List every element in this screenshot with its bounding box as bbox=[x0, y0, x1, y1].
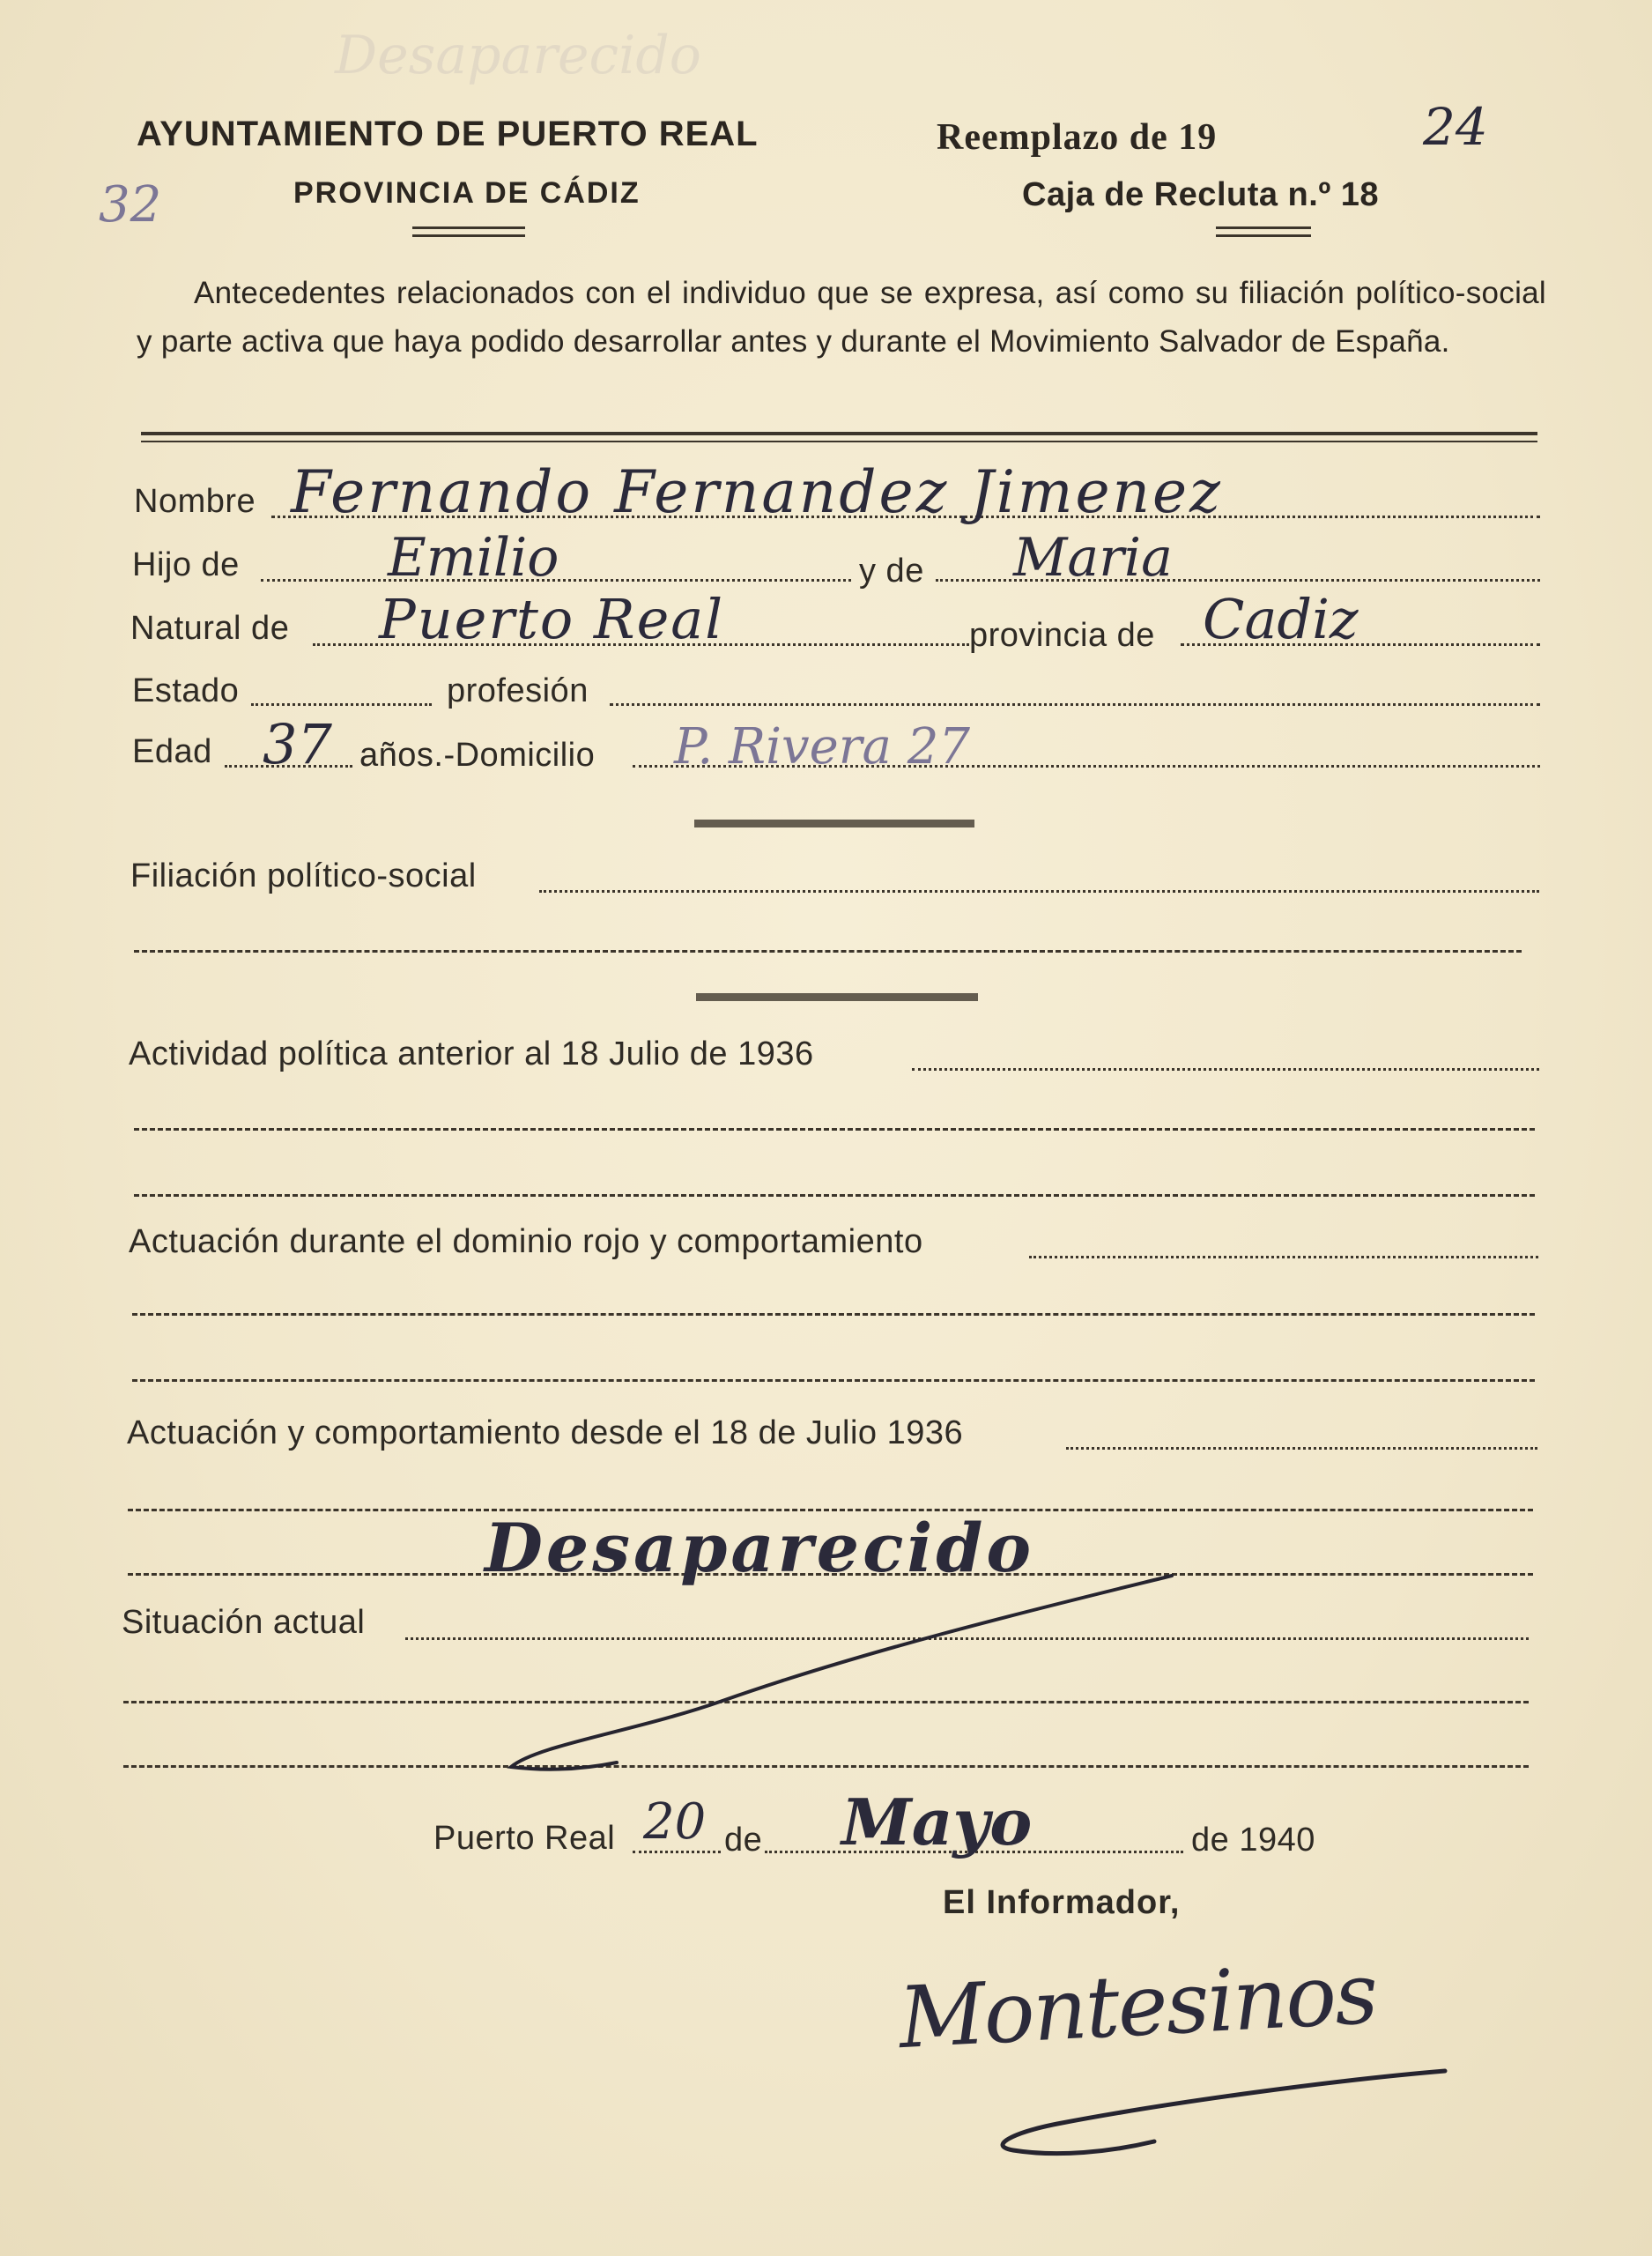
signature-flourish bbox=[952, 2053, 1480, 2177]
edad-label: Edad bbox=[132, 733, 212, 770]
header-rule-bottom bbox=[412, 234, 525, 237]
filiacion-line-1 bbox=[539, 890, 1539, 893]
caja-rule-bottom bbox=[1216, 234, 1311, 237]
mes-value: Mayo bbox=[841, 1785, 1033, 1859]
actuacion-rojo-line-1 bbox=[1029, 1256, 1538, 1258]
reemplazo-label: Reemplazo de 19 bbox=[937, 117, 1218, 158]
hijo-label: Hijo de bbox=[132, 546, 240, 583]
actividad-line-2 bbox=[134, 1128, 1535, 1131]
yde-label: y de bbox=[859, 553, 924, 590]
de-year-label: de 1940 bbox=[1191, 1822, 1315, 1859]
actividad-line-3 bbox=[134, 1194, 1535, 1197]
intro-paragraph: Antecedentes relacionados con el individuo que se expresa, así como su filiación político-social y parte activa que haya podido desarrollar antes y durante el Movimiento Salvador de España. bbox=[137, 276, 1546, 359]
estado-line bbox=[251, 703, 432, 706]
nombre-label: Nombre bbox=[134, 483, 256, 520]
provincia-value: Cadiz bbox=[1203, 587, 1359, 651]
header-rule-top bbox=[412, 226, 525, 229]
informador-label: El Informador, bbox=[943, 1884, 1181, 1921]
separator-bar-2 bbox=[696, 993, 978, 1001]
yde-value: Maria bbox=[1013, 527, 1173, 589]
provincia-label: provincia de bbox=[969, 617, 1155, 654]
situacion-label: Situación actual bbox=[122, 1604, 366, 1641]
dia-value: 20 bbox=[643, 1793, 707, 1851]
caja-rule-top bbox=[1216, 226, 1311, 229]
natural-value: Puerto Real bbox=[379, 587, 725, 651]
reemplazo-year-handwritten: 24 bbox=[1423, 97, 1488, 157]
estado-label: Estado bbox=[132, 672, 240, 709]
domicilio-value: P. Rivera 27 bbox=[674, 718, 970, 776]
filiacion-line-2 bbox=[134, 950, 1522, 953]
section-rule-bottom bbox=[141, 441, 1537, 442]
de-label: de bbox=[724, 1822, 763, 1859]
bleed-through-text: Desaparecido bbox=[335, 25, 701, 86]
provincia-title: PROVINCIA DE CÁDIZ bbox=[293, 176, 641, 210]
dia-line bbox=[633, 1851, 721, 1853]
profesion-line bbox=[610, 703, 1540, 706]
actuacion-rojo-line-3 bbox=[132, 1379, 1535, 1382]
natural-label: Natural de bbox=[130, 610, 290, 647]
separator-bar-1 bbox=[694, 820, 974, 827]
profesion-label: profesión bbox=[447, 672, 589, 709]
actividad-label: Actividad política anterior al 18 Julio de 1936 bbox=[129, 1035, 814, 1072]
flourish-stroke bbox=[493, 1551, 1181, 1780]
actuacion-rojo-line-2 bbox=[132, 1313, 1535, 1316]
actuacion-rojo-label: Actuación durante el dominio rojo y comportamiento bbox=[129, 1223, 923, 1260]
signature-text: Montesinos bbox=[896, 1943, 1379, 2068]
section-rule-top bbox=[141, 432, 1537, 435]
actividad-line-1 bbox=[912, 1068, 1539, 1071]
edad-value: 37 bbox=[263, 712, 332, 776]
hijo-value: Emilio bbox=[388, 527, 559, 589]
situacion-value: Desaparecido bbox=[485, 1509, 1035, 1587]
actuacion-desde-label: Actuación y comportamiento desde el 18 de Julio 1936 bbox=[127, 1414, 964, 1451]
ayuntamiento-title: AYUNTAMIENTO DE PUERTO REAL bbox=[137, 115, 759, 153]
nombre-value: Fernando Fernandez Jimenez bbox=[291, 458, 1223, 526]
caja-recluta: Caja de Recluta n.º 18 bbox=[1022, 176, 1380, 213]
filiacion-label: Filiación político-social bbox=[130, 857, 477, 894]
lugar-label: Puerto Real bbox=[433, 1820, 616, 1857]
anos-domicilio-label: años.-Domicilio bbox=[359, 737, 596, 774]
actuacion-desde-line-1 bbox=[1066, 1447, 1537, 1450]
margin-number: 32 bbox=[99, 176, 162, 234]
